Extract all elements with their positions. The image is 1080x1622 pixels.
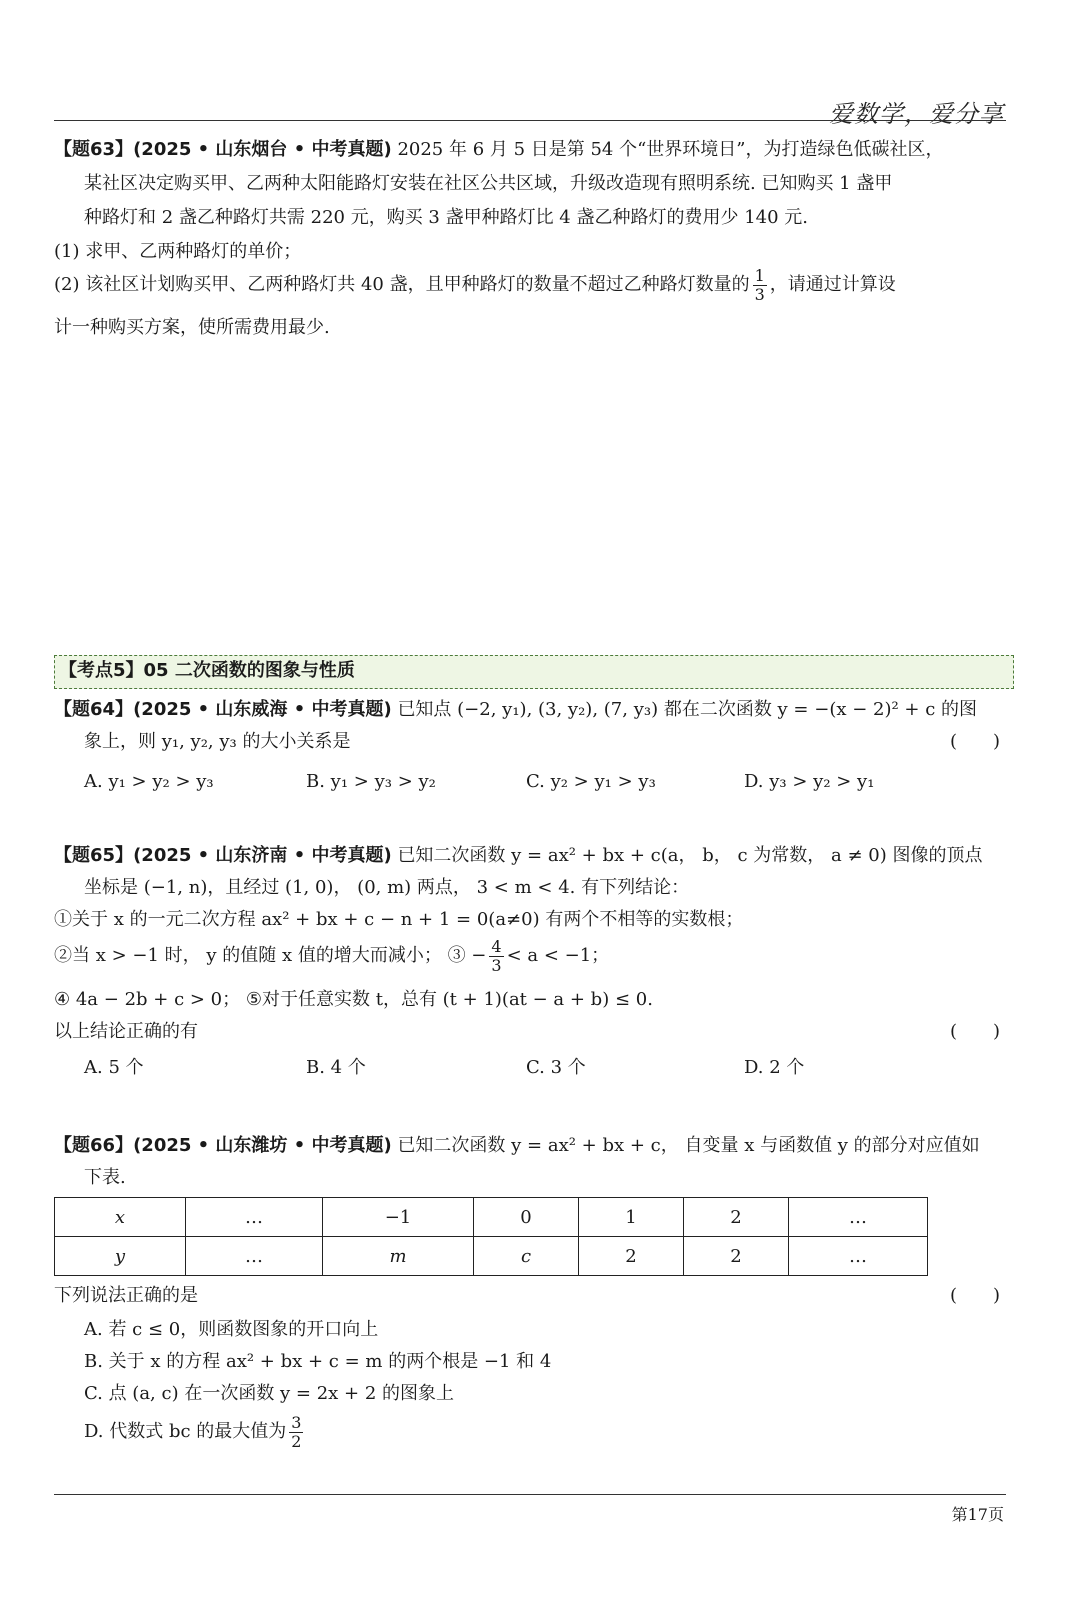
q63-part2 [54,266,896,304]
table-cell: … [186,1198,323,1237]
q64-option-d: D. y₃ > y₂ > y₁ [744,771,875,792]
table-row-y [55,1237,928,1276]
q64-option-c: C. y₂ > y₁ > y₃ [526,771,656,792]
q66-fraction [289,1414,303,1451]
q65-conclusion-1: ①关于 x 的一元二次方程 ax² + bx + c − n + 1 = 0(a≠0) 有两个不相等的实数根； [54,909,744,930]
header-rule [54,120,1006,121]
q66-answer-blank: ( ) [949,1285,1000,1306]
q65-conclusion-2 [54,936,609,976]
q63-part2-cont: 计一种购买方案，使所需费用最少. [54,317,330,338]
q63-part1: (1) 求甲、乙两种路灯的单价； [54,241,302,262]
q66-option-b: B. 关于 x 的方程 ax² + bx + c = m 的两个根是 −1 和 4 [84,1351,552,1372]
q63-line2: 某社区决定购买甲、乙两种太阳能路灯安装在社区公共区域，升级改造现有照明系统. 已知购买 1 盏甲 [84,173,893,194]
table-cell: … [789,1237,928,1276]
q66-frac-num: 3 [291,1412,302,1432]
q66-ask: 下列说法正确的是 [54,1285,198,1306]
q66-line2: 下表. [84,1167,126,1188]
q65-source: (2025 • 山东济南 • 中考真题) [133,845,392,866]
table-cell: … [186,1237,323,1276]
q63-part2-text: (2) 该社区计划购买甲、乙两种路灯共 40 盏，且甲种路灯的数量不超过乙种路灯数量的 [54,274,750,295]
q65-answer-blank: ( ) [949,1021,1000,1042]
q65-option-a: A. 5 个 [84,1057,144,1078]
q65-frac-den: 3 [491,955,502,975]
kaodian-banner: 【考点5】05 二次函数的图象与性质 [54,655,1014,689]
q63-tag: 【题63】 [54,139,134,160]
page-number: 第17页 [951,1505,1004,1524]
q66-text1: 已知二次函数 y = ax² + bx + c， 自变量 x 与函数值 y 的部分对应值如 [397,1135,980,1156]
q65-fraction [489,938,503,975]
footer-rule [54,1494,1006,1495]
q64-source: (2025 • 山东威海 • 中考真题) [133,699,392,720]
q65-conclusion-3: ④ 4a − 2b + c > 0； ⑤对于任意实数 t，总有 (t + 1)(at − a + b) ≤ 0. [54,989,653,1010]
q63-line1 [54,134,944,166]
q64-option-b: B. y₁ > y₃ > y₂ [306,771,436,792]
q66-tag: 【题66】 [54,1135,134,1156]
table-row-x [55,1198,928,1237]
table-cell: 0 [474,1198,579,1237]
q64-line2: 象上，则 y₁, y₂, y₃ 的大小关系是 [84,731,351,752]
q66-option-a: A. 若 c ≤ 0，则函数图象的开口向上 [84,1319,379,1340]
q64-answer-blank: ( ) [949,731,1000,752]
table-cell: 2 [684,1237,789,1276]
q63-line3: 种路灯和 2 盏乙种路灯共需 220 元，购买 3 盏甲种路灯比 4 盏乙种路灯的费用少 140 元. [84,207,809,228]
q65-line2: 坐标是 (−1, n)，且经过 (1, 0)， (0, m) 两点， 3 < m < 4. 有下列结论： [84,877,690,898]
q66-option-d [84,1410,306,1454]
q63-source: (2025 • 山东烟台 • 中考真题) [133,139,392,160]
header-slogan: 爱数学，爱分享 [829,100,1004,128]
q65-line1 [54,840,982,872]
q66-line1 [54,1130,980,1162]
value-table [54,1197,928,1276]
q65-c2-text: ②当 x > −1 时， y 的值随 x 值的增大而减小； ③ − [54,945,487,966]
q65-option-c: C. 3 个 [526,1057,586,1078]
q65-option-d: D. 2 个 [744,1057,805,1078]
q66-frac-den: 2 [291,1431,302,1451]
table-cell: 2 [684,1198,789,1237]
q63-fraction [753,267,767,304]
q65-tag: 【题65】 [54,845,134,866]
table-cell: −1 [323,1198,474,1237]
table-cell: 1 [579,1198,684,1237]
table-cell: c [474,1237,579,1276]
q65-frac-num: 4 [491,936,502,956]
q64-tag: 【题64】 [54,699,134,720]
q65-c2-text-b: < a < −1； [506,945,610,966]
q66-option-c: C. 点 (a, c) 在一次函数 y = 2x + 2 的图象上 [84,1383,455,1404]
q66-optd-text: D. 代数式 bc 的最大值为 [84,1421,287,1442]
q63-text1: 2025 年 6 月 5 日是第 54 个“世界环境日”，为打造绿色低碳社区， [397,139,944,160]
table-cell: y [55,1237,186,1276]
table-cell: m [323,1237,474,1276]
q63-frac-num: 1 [754,265,765,285]
q65-ask: 以上结论正确的有 [54,1021,198,1042]
q64-text1: 已知点 (−2, y₁), (3, y₂), (7, y₃) 都在二次函数 y = −(x − 2)² + c 的图 [397,699,978,720]
q64-line1 [54,694,977,726]
q64-option-a: A. y₁ > y₂ > y₃ [84,771,214,792]
q65-option-b: B. 4 个 [306,1057,366,1078]
q66-source: (2025 • 山东潍坊 • 中考真题) [133,1135,392,1156]
q63-part2-text-b: ，请通过计算设 [769,274,896,295]
table-cell: x [55,1198,186,1237]
table-cell: 2 [579,1237,684,1276]
table-cell: … [789,1198,928,1237]
q65-text1: 已知二次函数 y = ax² + bx + c(a， b， c 为常数， a ≠ 0) 图像的顶点 [397,845,983,866]
q63-frac-den: 3 [754,284,765,304]
